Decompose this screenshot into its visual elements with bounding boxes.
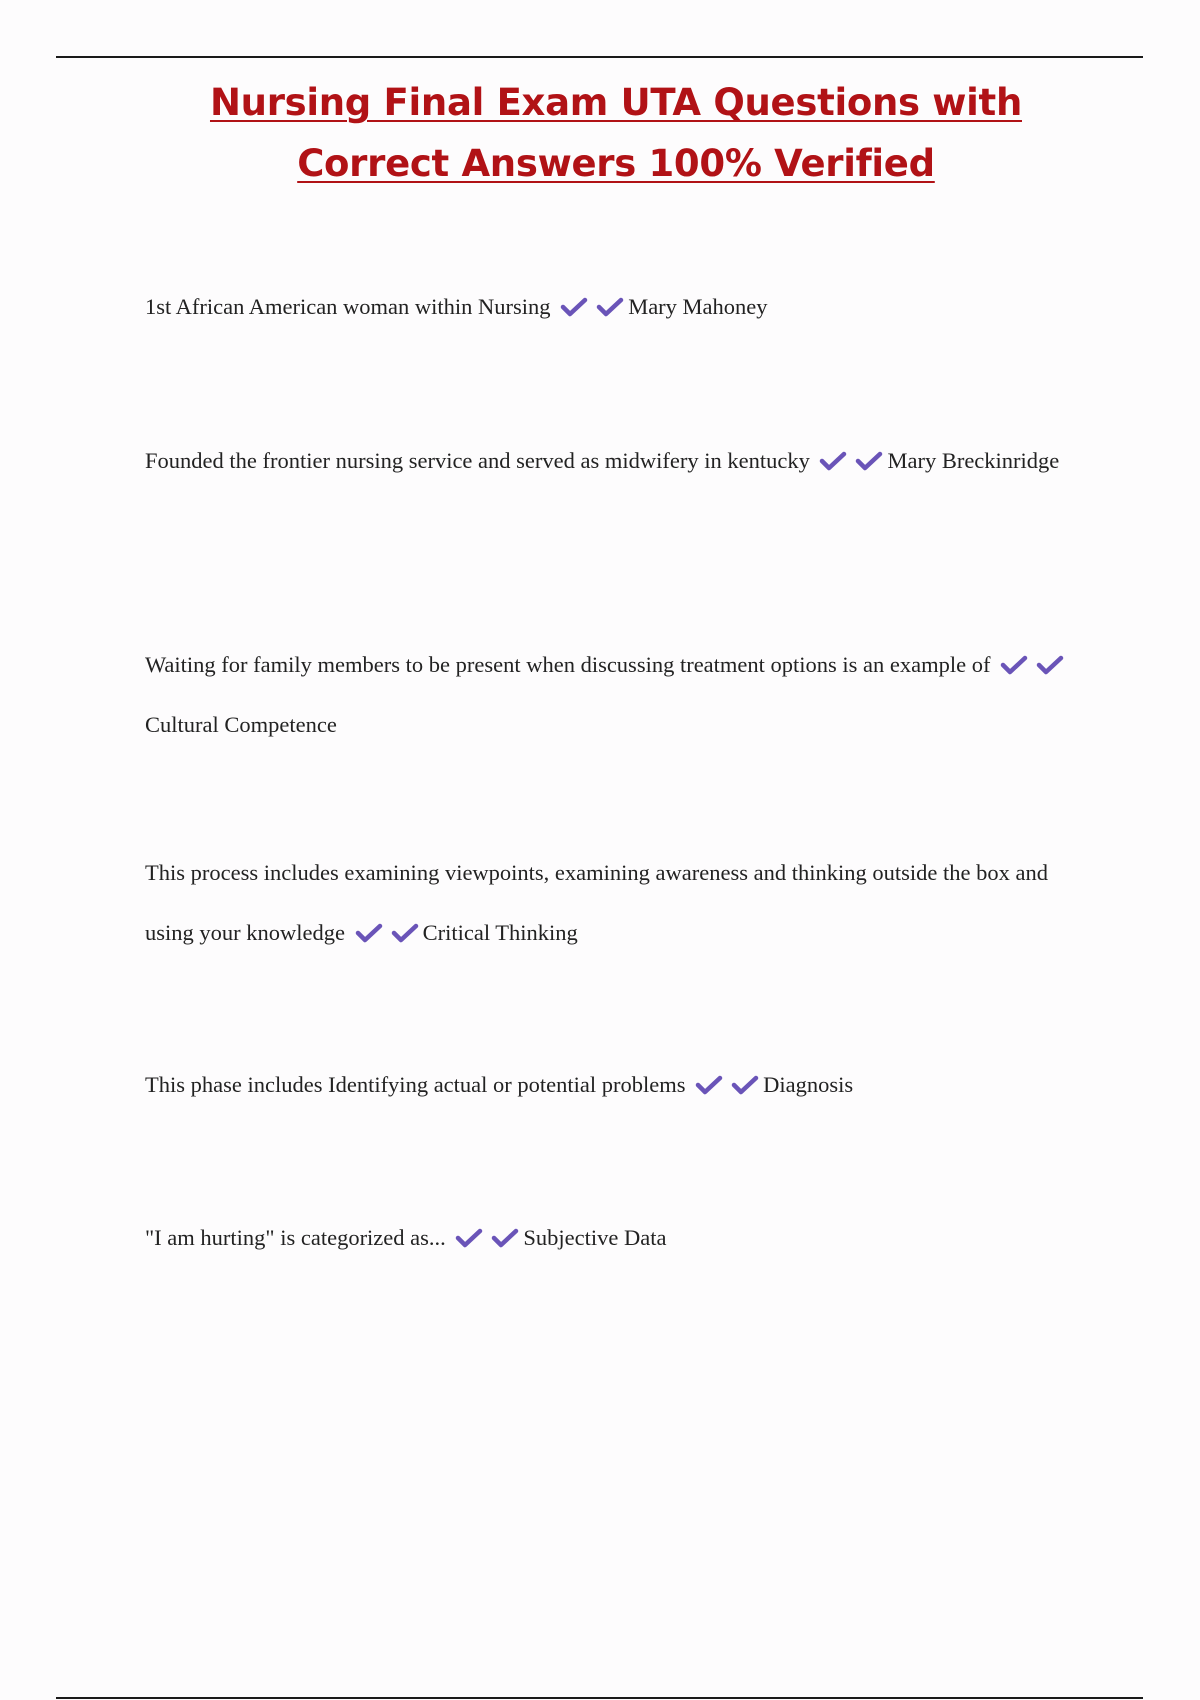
check-mark-icon — [1036, 655, 1064, 675]
check-mark-icon — [455, 1228, 483, 1248]
answer-text: Diagnosis — [763, 1072, 854, 1097]
question-text: This phase includes Identifying actual or potential problems — [145, 1072, 686, 1097]
question-text: This process includes examining viewpoints, examining awareness and thinking outside the box and using your knowledge — [145, 860, 1048, 945]
top-rule — [56, 56, 1143, 58]
qa-item — [145, 635, 1095, 755]
question-text: Waiting for family members to be present when discussing treatment options is an example of — [145, 652, 991, 677]
qa-item — [145, 1208, 1095, 1268]
document-title — [0, 72, 1200, 194]
check-mark-icon — [819, 451, 847, 471]
check-mark-icon — [855, 451, 883, 471]
check-mark-icon — [695, 1075, 723, 1095]
answer-text: Cultural Competence — [145, 712, 337, 737]
question-text: 1st African American woman within Nursing — [145, 294, 551, 319]
answer-text: Mary Mahoney — [628, 294, 768, 319]
answer-text: Mary Breckinridge — [887, 448, 1060, 473]
question-text: "I am hurting" is categorized as... — [145, 1225, 446, 1250]
check-mark-icon — [391, 923, 419, 943]
question-text: Founded the frontier nursing service and served as midwifery in kentucky — [145, 448, 810, 473]
check-mark-icon — [560, 297, 588, 317]
check-mark-icon — [731, 1075, 759, 1095]
title-line-1: Nursing Final Exam UTA Questions with — [209, 81, 1022, 124]
qa-item — [145, 1055, 1095, 1115]
qa-item — [145, 277, 1095, 337]
check-mark-icon — [1000, 655, 1028, 675]
check-mark-icon — [491, 1228, 519, 1248]
check-mark-icon — [355, 923, 383, 943]
bottom-rule — [56, 1697, 1143, 1699]
check-mark-icon — [596, 297, 624, 317]
title-line-2: Correct Answers 100% Verified — [297, 142, 935, 185]
qa-item — [145, 843, 1095, 963]
answer-text: Critical Thinking — [422, 920, 578, 945]
qa-item — [145, 431, 1095, 491]
answer-text: Subjective Data — [523, 1225, 667, 1250]
